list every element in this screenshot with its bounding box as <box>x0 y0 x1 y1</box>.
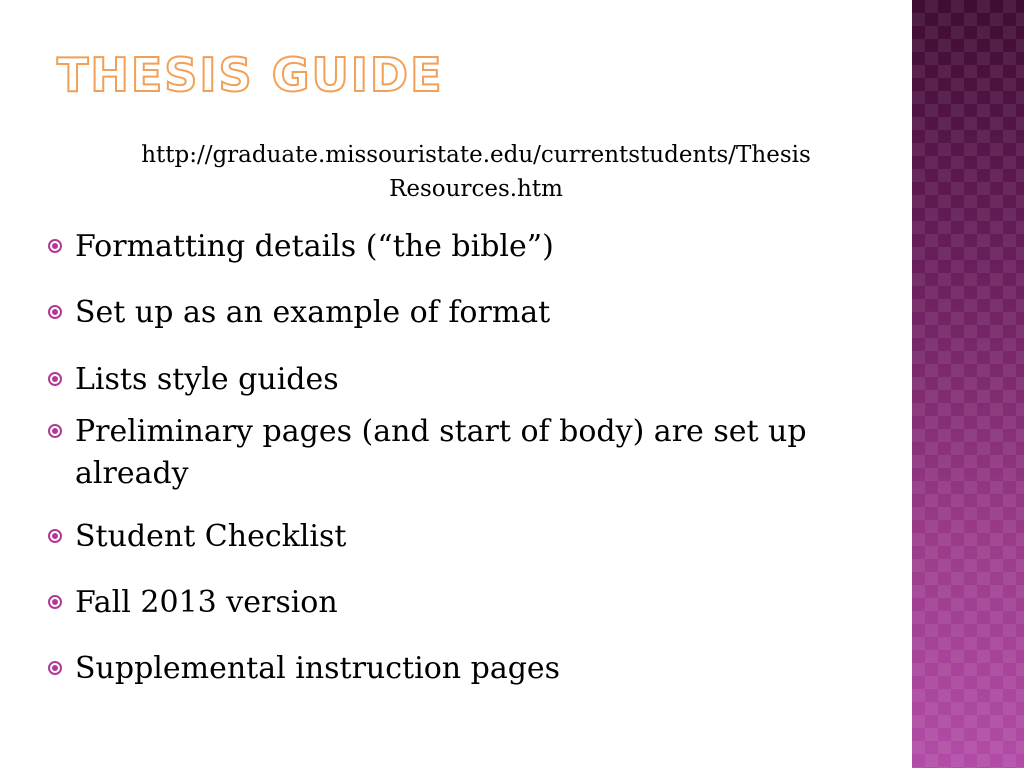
bullet-ring-icon <box>48 595 62 609</box>
bullet-ring-icon <box>48 305 62 319</box>
decorative-side-band <box>912 0 1024 768</box>
slide-title: THESIS GUIDE <box>57 48 444 102</box>
bullet-text: Lists style guides <box>75 362 339 397</box>
bullet-ring-icon <box>48 424 62 438</box>
bullet-text: Formatting details (“the bible”) <box>75 229 554 264</box>
bullet-ring-icon <box>48 372 62 386</box>
bullet-text: Fall 2013 version <box>75 585 338 620</box>
bullet-item <box>48 582 868 624</box>
bullet-ring-icon <box>48 239 62 253</box>
resource-url-line-2[interactable]: Resources.htm <box>389 176 563 202</box>
resource-url[interactable] <box>40 138 912 206</box>
bullet-item <box>48 359 868 401</box>
bullet-item <box>48 292 868 334</box>
bullet-item <box>48 411 868 495</box>
bullet-ring-icon <box>48 661 62 675</box>
bullet-text: Set up as an example of format <box>75 295 551 330</box>
bullet-text: Student Checklist <box>75 519 347 554</box>
bullet-item <box>48 648 868 690</box>
bullet-ring-icon <box>48 529 62 543</box>
bullet-item <box>48 516 868 558</box>
bullet-item <box>48 226 868 268</box>
bullet-text: Supplemental instruction pages <box>75 651 561 686</box>
bullet-text: Preliminary pages (and start of body) are set up already <box>75 414 807 491</box>
resource-url-line-1[interactable]: http://graduate.missouristate.edu/currentstudents/Thesis <box>141 142 811 168</box>
